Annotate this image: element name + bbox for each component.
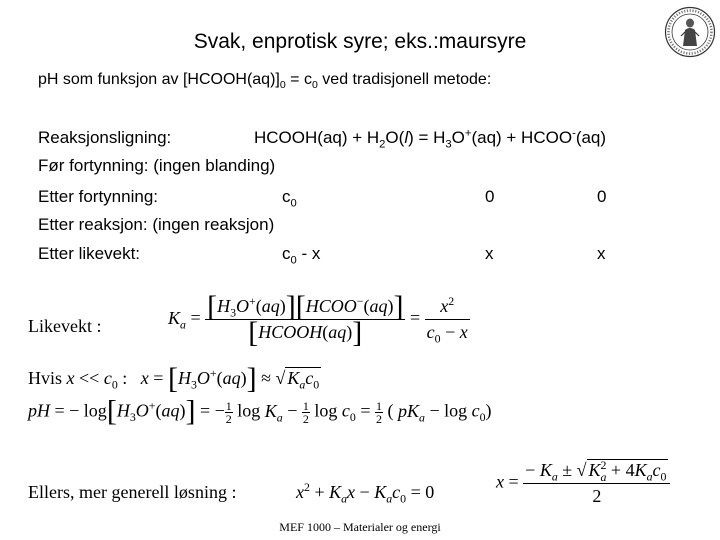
- equilibrium-hcoo: x: [597, 244, 606, 263]
- quadratic-solution: x = $\frac{- K_a \pm √ K^2_a + 4K_ac_0}{2}$: [496, 460, 670, 507]
- slide-title: Svak, enprotisk syre; eks.:maursyre: [193, 30, 527, 53]
- general-solution-label: Ellers, mer generell løsning :: [28, 482, 237, 502]
- subtitle: pH som funksjon av $[HCOOH(aq)]_0 = c_0$ ved tradisjonell metode:: [38, 71, 492, 92]
- equilibrium-c: $c_0$ - x: [282, 244, 321, 267]
- if-label: Hvis: [28, 368, 63, 388]
- after-dilution-c: $c_0$: [282, 187, 297, 210]
- if-condition: Hvis $x << c_0$ : $x = [H_3O^+(aq)]$ ≈ √ $K_ac_0$: [28, 362, 320, 395]
- ph-expression: pH = − $\log[H_3O^+(aq)]$ = − $\frac{1}{2}$ $\log K_a$ − $\frac{1}{2}$ $\log c_0$ = $\frac{1}{2}$ ( $pK_a - \log c_0$): [28, 394, 492, 428]
- after-reaction-row: Etter reaksjon: (ingen reaksjon): [38, 215, 275, 234]
- reaction-label: Reaksjonsligning:: [38, 128, 172, 147]
- reaction-equation: HCOOH(aq) + $H_2O(l) = H_3O^+(aq)$ + HCOO-(aq): [254, 127, 607, 151]
- reaction-row: [38, 128, 171, 148]
- quadratic-equation: $x^2 + K_ax - K_ac_0 = 0$: [296, 480, 435, 506]
- equilibrium-math-label: Likevekt :: [28, 316, 102, 336]
- university-seal-icon: [664, 6, 716, 58]
- footer: MEF 1000 – Materialer og energi: [279, 520, 441, 534]
- after-dilution-hcoo: 0: [597, 187, 607, 206]
- ka-expression: $K_a$ = $\frac{[H_3O^+(aq)][HCOO^-(aq)]}{\text{[HCOOH(aq)]}}$ = $\frac{x^2}{c_0 - x}$: [168, 290, 468, 349]
- after-dilution-h3o: 0: [485, 187, 495, 206]
- before-dilution-row: Før fortynning: (ingen blanding): [38, 156, 276, 175]
- equilibrium-h3o: x: [485, 244, 494, 263]
- after-dilution-label: Etter fortynning:: [38, 187, 159, 206]
- equilibrium-label: Etter likevekt:: [38, 244, 141, 263]
